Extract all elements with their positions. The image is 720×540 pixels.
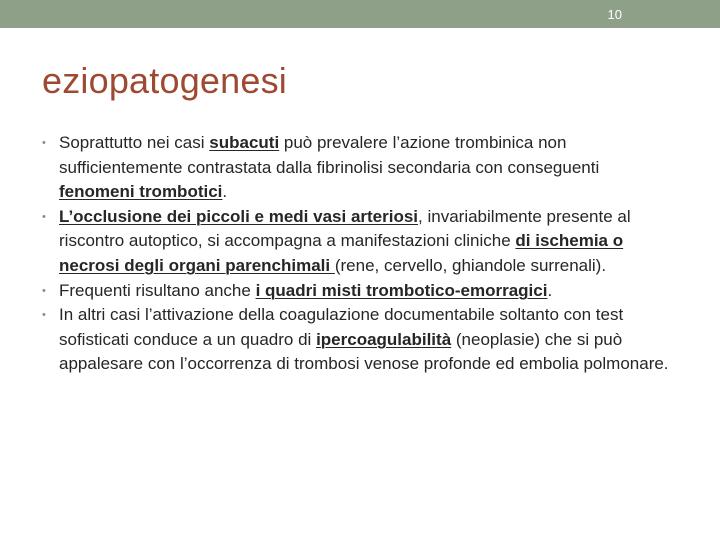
bullet-text: (rene, cervello, ghiandole surrenali). (334, 255, 607, 275)
bullet-text: può prevalere l’azione trombinica non sufficientemente contrastata dalla fibrinolisi secondaria con conseguenti (59, 133, 600, 177)
slide-title: eziopatogenesi (42, 60, 287, 101)
bullet-text: . (547, 280, 553, 300)
emphasis-ipercoagulabilita: ipercoagulabilità (316, 329, 452, 349)
bullet-dot-icon: • (42, 284, 46, 297)
bullet-item-subacute (42, 131, 672, 205)
bullet-item-occlusione (42, 205, 672, 279)
emphasis-subacuti: subacuti (209, 133, 280, 152)
bullet-text: Soprattutto nei casi (59, 133, 210, 152)
emphasis-quadri-misti: i quadri misti trombotico-emorragici (255, 280, 548, 300)
emphasis-fenomeni-trombotici: fenomeni trombotici (59, 182, 223, 202)
bullet-dot-icon: • (42, 309, 46, 322)
bullet-dot-icon: • (42, 210, 46, 223)
bullet-item-ipercoagulabilita (42, 303, 672, 377)
bullet-text: In altri casi l’attivazione della coagulazione documentabile soltanto con test sofisticati conduce a un quadro di (59, 305, 624, 349)
bullet-text: (neoplasie) che si può appalesare con l’occorrenza di trombosi venose profonde ed embolia polmonare. (59, 329, 669, 374)
bullet-text: Frequenti risultano anche (59, 280, 256, 300)
slide-number: 10 (607, 7, 622, 22)
bullet-item-quadri-misti (42, 279, 672, 304)
bullet-text: . (222, 182, 228, 202)
bullet-text: , invariabilmente presente al riscontro autoptico, si accompagna a manifestazioni cliniche (59, 206, 631, 251)
emphasis-occlusione-vasi: L’occlusione dei piccoli e medi vasi arteriosi (59, 206, 419, 226)
bullet-dot-icon: • (42, 137, 46, 149)
top-bar (0, 0, 720, 28)
bullet-list (42, 131, 672, 377)
emphasis-ischemia-necrosi: di ischemia o necrosi degli organi parenchimali (59, 231, 624, 275)
